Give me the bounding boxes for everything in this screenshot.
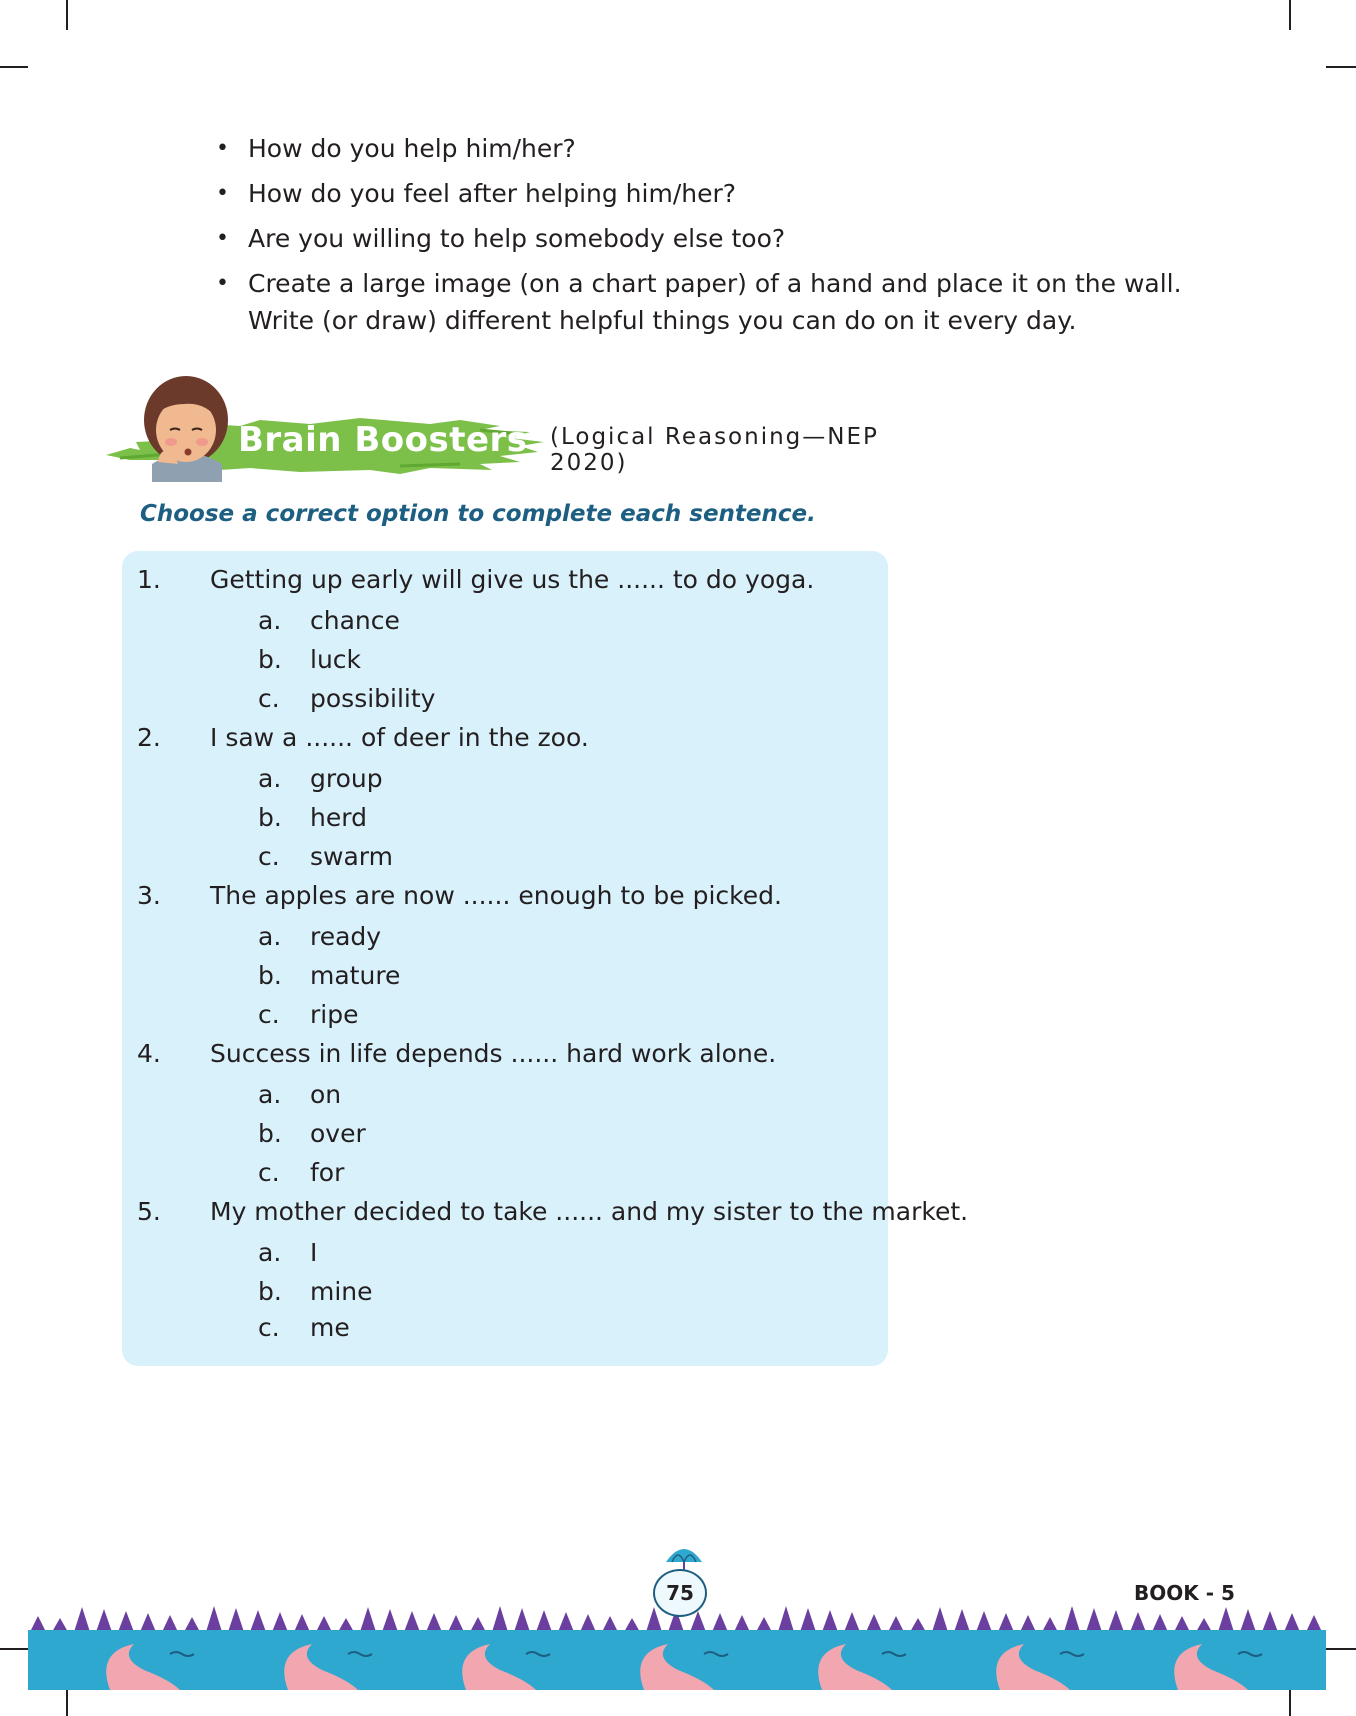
option-letter: b. bbox=[258, 1119, 282, 1148]
option-letter: c. bbox=[258, 842, 280, 871]
tree-silhouette bbox=[470, 1617, 486, 1632]
bullet-dot: • bbox=[216, 181, 229, 206]
brain-boosters-header bbox=[100, 380, 960, 480]
crop-mark bbox=[1326, 66, 1356, 68]
option bbox=[136, 759, 896, 798]
option-letter: c. bbox=[258, 1000, 280, 1029]
tree-silhouette bbox=[118, 1611, 134, 1632]
crop-mark bbox=[66, 1686, 68, 1716]
option-text: possibility bbox=[310, 684, 436, 713]
tree-silhouette bbox=[448, 1615, 464, 1632]
option-text: group bbox=[310, 764, 383, 793]
option-text: chance bbox=[310, 606, 400, 635]
tree-silhouette bbox=[976, 1611, 992, 1632]
tree-silhouette bbox=[1042, 1617, 1058, 1632]
tree-silhouette bbox=[1152, 1614, 1168, 1632]
bullet-text: Are you willing to help somebody else too? bbox=[248, 224, 786, 253]
option bbox=[136, 679, 896, 718]
tree-silhouette bbox=[734, 1615, 750, 1632]
tree-silhouette bbox=[96, 1609, 112, 1632]
tree-silhouette bbox=[1108, 1610, 1124, 1632]
bullet-item bbox=[214, 130, 1234, 167]
tree-silhouette bbox=[1196, 1618, 1212, 1632]
page-number: 75 bbox=[653, 1569, 707, 1617]
bullet-dot: • bbox=[216, 271, 229, 296]
section-subtitle: (Logical Reasoning—NEP 2020) bbox=[550, 424, 879, 476]
option-text: ready bbox=[310, 922, 382, 951]
question bbox=[136, 1192, 969, 1233]
tree-silhouette bbox=[250, 1610, 266, 1632]
option bbox=[136, 601, 896, 640]
question-text: I saw a ...... of deer in the zoo. bbox=[210, 723, 589, 752]
question bbox=[136, 1034, 896, 1075]
tree-silhouette bbox=[228, 1608, 244, 1632]
tree-silhouette bbox=[844, 1612, 860, 1632]
tree-silhouette bbox=[1218, 1607, 1234, 1632]
option bbox=[136, 917, 896, 956]
tree-silhouette bbox=[536, 1610, 552, 1632]
tree-silhouette bbox=[272, 1612, 288, 1632]
question-number: 4. bbox=[137, 1039, 161, 1068]
option-letter: b. bbox=[258, 961, 282, 990]
option-text: I bbox=[310, 1238, 318, 1267]
option-text: luck bbox=[310, 645, 362, 674]
tree-silhouette bbox=[492, 1606, 508, 1632]
tree-silhouette bbox=[756, 1617, 772, 1632]
option bbox=[136, 1114, 896, 1153]
option bbox=[136, 995, 896, 1034]
option-letter: a. bbox=[258, 606, 282, 635]
option bbox=[136, 640, 896, 679]
tree-silhouette bbox=[1174, 1616, 1190, 1632]
thinking-girl-icon bbox=[130, 372, 240, 482]
option bbox=[136, 1311, 896, 1345]
tree-silhouette bbox=[1262, 1611, 1278, 1632]
option-text: herd bbox=[310, 803, 367, 832]
tree-silhouette bbox=[954, 1609, 970, 1632]
tree-silhouette bbox=[888, 1616, 904, 1632]
tree-silhouette bbox=[338, 1618, 354, 1632]
question-number: 5. bbox=[137, 1197, 161, 1226]
tree-silhouette bbox=[778, 1606, 794, 1632]
question-number: 3. bbox=[137, 881, 161, 910]
tree-silhouette bbox=[1240, 1609, 1256, 1632]
option bbox=[136, 1272, 896, 1311]
option-letter: a. bbox=[258, 922, 282, 951]
tree-silhouette bbox=[822, 1610, 838, 1632]
option-text: ripe bbox=[310, 1000, 359, 1029]
tree-silhouette bbox=[932, 1607, 948, 1632]
option bbox=[136, 837, 896, 876]
tree-silhouette bbox=[1086, 1608, 1102, 1632]
tree-silhouette bbox=[558, 1612, 574, 1632]
tree-silhouette bbox=[1130, 1612, 1146, 1632]
bullet-dot: • bbox=[216, 136, 229, 161]
option-text: over bbox=[310, 1119, 366, 1148]
tree-silhouette bbox=[910, 1618, 926, 1632]
option-letter: b. bbox=[258, 803, 282, 832]
question bbox=[136, 876, 896, 917]
option-text: on bbox=[310, 1080, 342, 1109]
tree-silhouette bbox=[514, 1608, 530, 1632]
bullet-text: How do you help him/her? bbox=[248, 134, 576, 163]
tree-silhouette bbox=[404, 1611, 420, 1632]
tree-silhouette bbox=[426, 1613, 442, 1632]
bullet-item bbox=[214, 220, 1234, 257]
tree-silhouette bbox=[1064, 1606, 1080, 1632]
option-text: swarm bbox=[310, 842, 393, 871]
book-label: BOOK - 5 bbox=[1134, 1581, 1235, 1605]
tree-silhouette bbox=[30, 1616, 46, 1632]
tree-silhouette bbox=[52, 1618, 68, 1632]
tree-silhouette bbox=[382, 1609, 398, 1632]
bullet-dot: • bbox=[216, 226, 229, 251]
tree-silhouette bbox=[206, 1606, 222, 1632]
question bbox=[136, 560, 896, 601]
tree-silhouette bbox=[162, 1615, 178, 1632]
question-text: Success in life depends ...... hard work alone. bbox=[210, 1039, 777, 1068]
tree-silhouette bbox=[998, 1613, 1014, 1632]
option-text: mine bbox=[310, 1277, 373, 1306]
crop-mark bbox=[66, 0, 68, 30]
option-text: for bbox=[310, 1158, 345, 1187]
option-letter: b. bbox=[258, 645, 282, 674]
option bbox=[136, 1233, 896, 1272]
tree-silhouette bbox=[140, 1613, 156, 1632]
tree-silhouette bbox=[316, 1616, 332, 1632]
tree-silhouette bbox=[360, 1607, 376, 1632]
tree-silhouette bbox=[646, 1607, 662, 1632]
instruction-text: Choose a correct option to complete each sentence. bbox=[140, 501, 816, 527]
option bbox=[136, 798, 896, 837]
option-letter: b. bbox=[258, 1277, 282, 1306]
option-letter: c. bbox=[258, 1313, 280, 1342]
crop-mark bbox=[0, 66, 28, 68]
tree-silhouette bbox=[602, 1616, 618, 1632]
bullet-text: How do you feel after helping him/her? bbox=[248, 179, 737, 208]
tree-silhouette bbox=[1306, 1615, 1322, 1632]
option-letter: a. bbox=[258, 1080, 282, 1109]
option-text: me bbox=[310, 1313, 350, 1342]
discussion-bullet-list bbox=[214, 130, 1234, 347]
tree-silhouette bbox=[712, 1613, 728, 1632]
tree-silhouette bbox=[800, 1608, 816, 1632]
question-number: 2. bbox=[137, 723, 161, 752]
crop-mark bbox=[1289, 0, 1291, 30]
tree-silhouette bbox=[184, 1617, 200, 1632]
tree-silhouette bbox=[294, 1614, 310, 1632]
option-letter: c. bbox=[258, 1158, 280, 1187]
tree-silhouette bbox=[624, 1618, 640, 1632]
option-text: mature bbox=[310, 961, 401, 990]
bullet-text: Create a large image (on a chart paper) of a hand and place it on the wall. Write (or draw) different helpful things you can do on it every day. bbox=[248, 269, 1182, 335]
option bbox=[136, 1153, 896, 1192]
tree-silhouette bbox=[866, 1614, 882, 1632]
tree-silhouette bbox=[580, 1614, 596, 1632]
question-number: 1. bbox=[137, 565, 161, 594]
tree-silhouette bbox=[74, 1607, 90, 1632]
option-letter: a. bbox=[258, 1238, 282, 1267]
tree-silhouette bbox=[1284, 1613, 1300, 1632]
option bbox=[136, 956, 896, 995]
question-text: My mother decided to take ...... and my sister to the market. bbox=[210, 1197, 969, 1226]
question-text: The apples are now ...... enough to be picked. bbox=[210, 881, 782, 910]
question-list bbox=[136, 560, 969, 1345]
crop-mark bbox=[1289, 1686, 1291, 1716]
bullet-item bbox=[214, 265, 1234, 339]
option bbox=[136, 1075, 896, 1114]
question-text: Getting up early will give us the ...... to do yoga. bbox=[210, 565, 815, 594]
question bbox=[136, 718, 896, 759]
section-title: Brain Boosters bbox=[238, 420, 528, 460]
bullet-item bbox=[214, 175, 1234, 212]
option-letter: a. bbox=[258, 764, 282, 793]
option-letter: c. bbox=[258, 684, 280, 713]
tree-silhouette bbox=[1020, 1615, 1036, 1632]
